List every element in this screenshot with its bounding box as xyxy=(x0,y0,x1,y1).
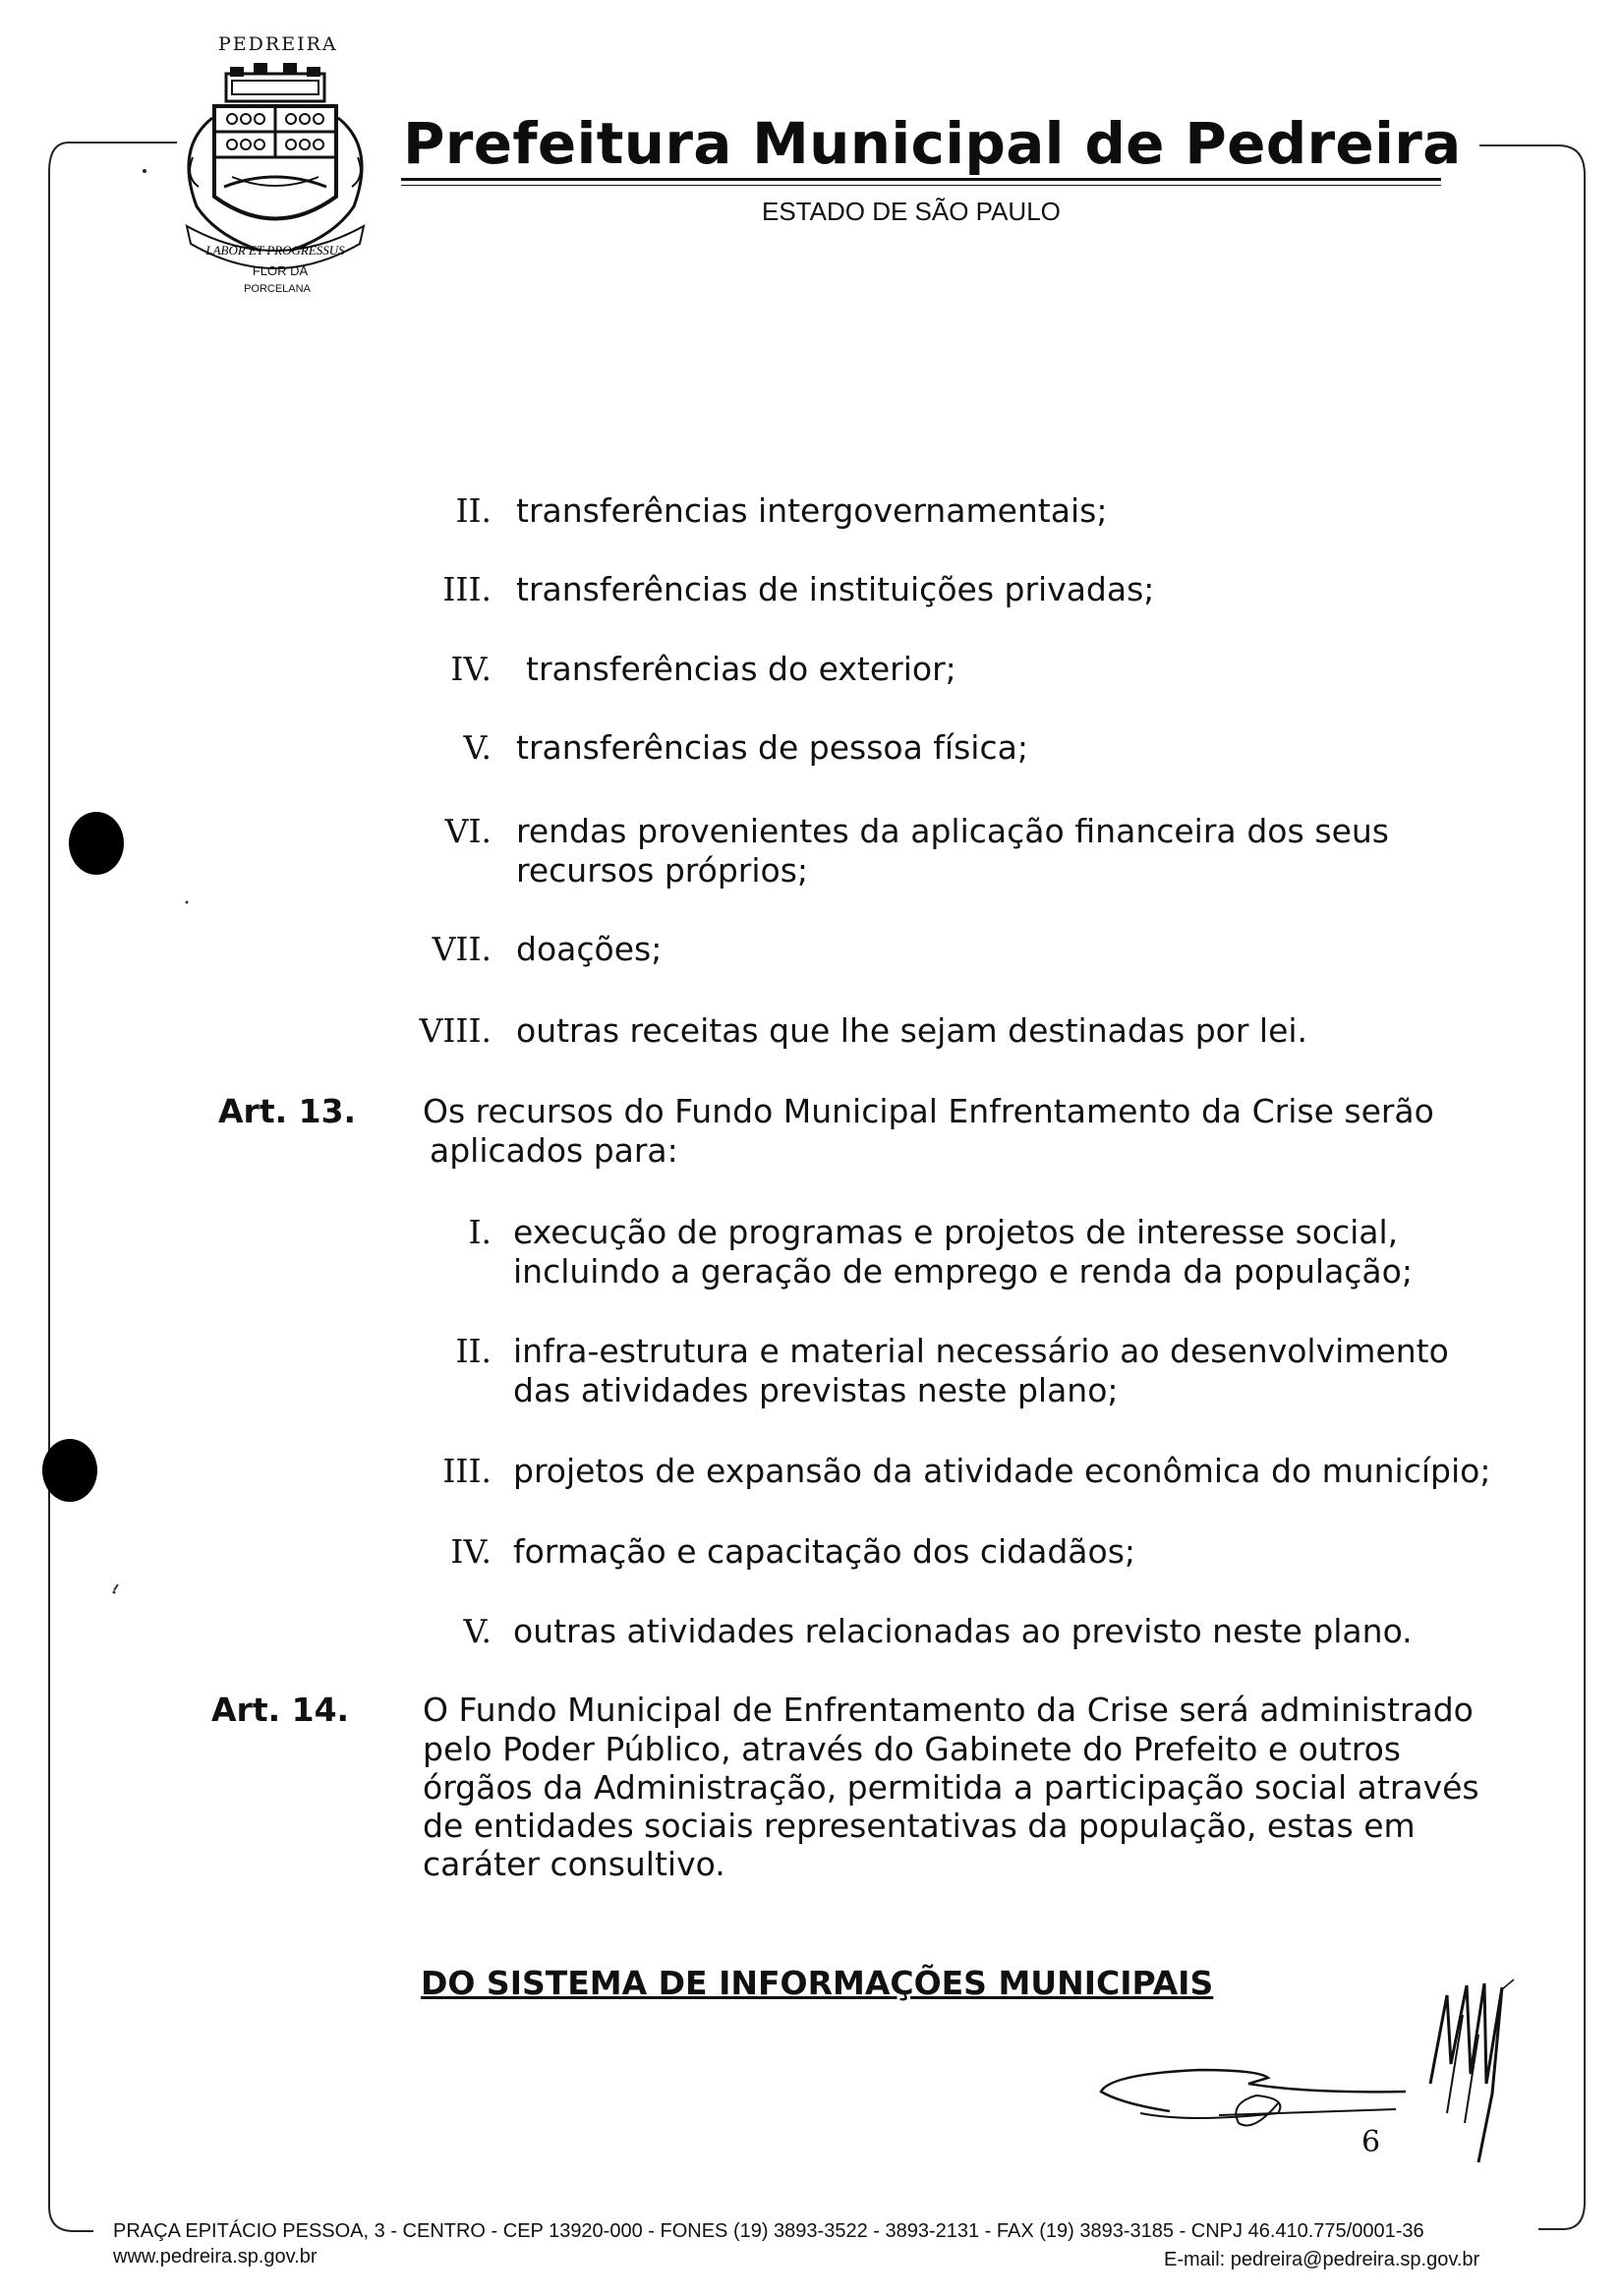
article-label: Art. 13. xyxy=(218,1092,357,1130)
article-text: caráter consultivo. xyxy=(423,1845,725,1883)
title-rule xyxy=(401,178,1441,181)
list-item-number: III. xyxy=(442,1452,492,1490)
list-item-number: I. xyxy=(468,1213,492,1251)
page-title: Prefeitura Municipal de Pedreira xyxy=(403,110,1462,177)
article-text: O Fundo Municipal de Enfrentamento da Crise será administrado xyxy=(423,1691,1474,1729)
article-text: Os recursos do Fundo Municipal Enfrentamento da Crise serão xyxy=(423,1092,1434,1130)
crest-ribbon-text: FLOR DA xyxy=(252,263,309,278)
punch-hole xyxy=(42,1439,97,1502)
article-text: de entidades sociais representativas da população, estas em xyxy=(423,1807,1416,1845)
list-item-number: V. xyxy=(463,1612,492,1650)
article-text-cont: aplicados para: xyxy=(430,1131,678,1170)
list-item-text: formação e capacitação dos cidadãos; xyxy=(513,1532,1136,1571)
list-item-text: transferências do exterior; xyxy=(526,650,956,688)
list-item-number: IV. xyxy=(450,1532,492,1571)
article-text: pelo Poder Público, através do Gabinete do Prefeito e outros xyxy=(423,1730,1401,1768)
signature-icon xyxy=(1081,1976,1534,2172)
list-item-text: execução de programas e projetos de interesse social, xyxy=(513,1213,1399,1251)
article-text: órgãos da Administração, permitida a participação social através xyxy=(423,1768,1479,1807)
crest-bottom-text: PORCELANA xyxy=(244,283,311,295)
page-number: 6 xyxy=(1361,2125,1381,2159)
list-item-text-cont: das atividades previstas neste plano; xyxy=(513,1371,1119,1409)
list-item-number: V. xyxy=(463,728,492,767)
footer-email[interactable]: E-mail: pedreira@pedreira.sp.gov.br xyxy=(1164,2249,1480,2270)
list-item-text: transferências de instituições privadas; xyxy=(516,570,1155,608)
list-item-text: transferências intergovernamentais; xyxy=(516,491,1108,530)
article-label: Art. 14. xyxy=(211,1691,350,1729)
title-rule-thin xyxy=(401,185,1441,186)
list-item-text-cont: incluindo a geração de emprego e renda da população; xyxy=(513,1252,1413,1291)
crest-motto: LABOR ET PROGRESSUS xyxy=(205,243,345,258)
list-item-text: outras receitas que lhe sejam destinadas por lei. xyxy=(516,1011,1308,1050)
section-heading: DO SISTEMA DE INFORMAÇÕES MUNICIPAIS xyxy=(421,1964,1214,2002)
list-item-text: rendas provenientes da aplicação financeira dos seus xyxy=(516,812,1389,850)
page-subtitle: ESTADO DE SÃO PAULO xyxy=(762,197,1061,226)
coat-of-arms-icon xyxy=(167,29,383,285)
list-item-text: projetos de expansão da atividade econômica do município; xyxy=(513,1452,1491,1490)
footer-website[interactable]: www.pedreira.sp.gov.br xyxy=(113,2246,318,2267)
list-item-number: II. xyxy=(455,1332,492,1370)
list-item-text: transferências de pessoa física; xyxy=(516,728,1028,767)
crest-logo xyxy=(167,29,383,295)
list-item-text: infra-estrutura e material necessário ao desenvolvimento xyxy=(513,1332,1449,1370)
list-item-text: doações; xyxy=(516,930,663,968)
list-item-number: II. xyxy=(455,491,492,530)
list-item-number: VII. xyxy=(432,930,492,968)
list-item-text-cont: recursos próprios; xyxy=(516,851,808,890)
punch-hole xyxy=(69,812,124,875)
list-item-text: outras atividades relacionadas ao previsto neste plano. xyxy=(513,1612,1413,1650)
list-item-number: IV. xyxy=(450,650,492,688)
crest-top-text: PEDREIRA xyxy=(218,33,338,55)
list-item-number: VI. xyxy=(444,812,492,850)
list-item-number: VIII. xyxy=(419,1011,492,1050)
list-item-number: III. xyxy=(442,570,492,608)
footer-address: PRAÇA EPITÁCIO PESSOA, 3 - CENTRO - CEP 13920-000 - FONES (19) 3893-3522 - 3893-2131 - FAX (19) 3893-3185 - CNPJ 46.410.775/0001-36 xyxy=(113,2220,1424,2242)
